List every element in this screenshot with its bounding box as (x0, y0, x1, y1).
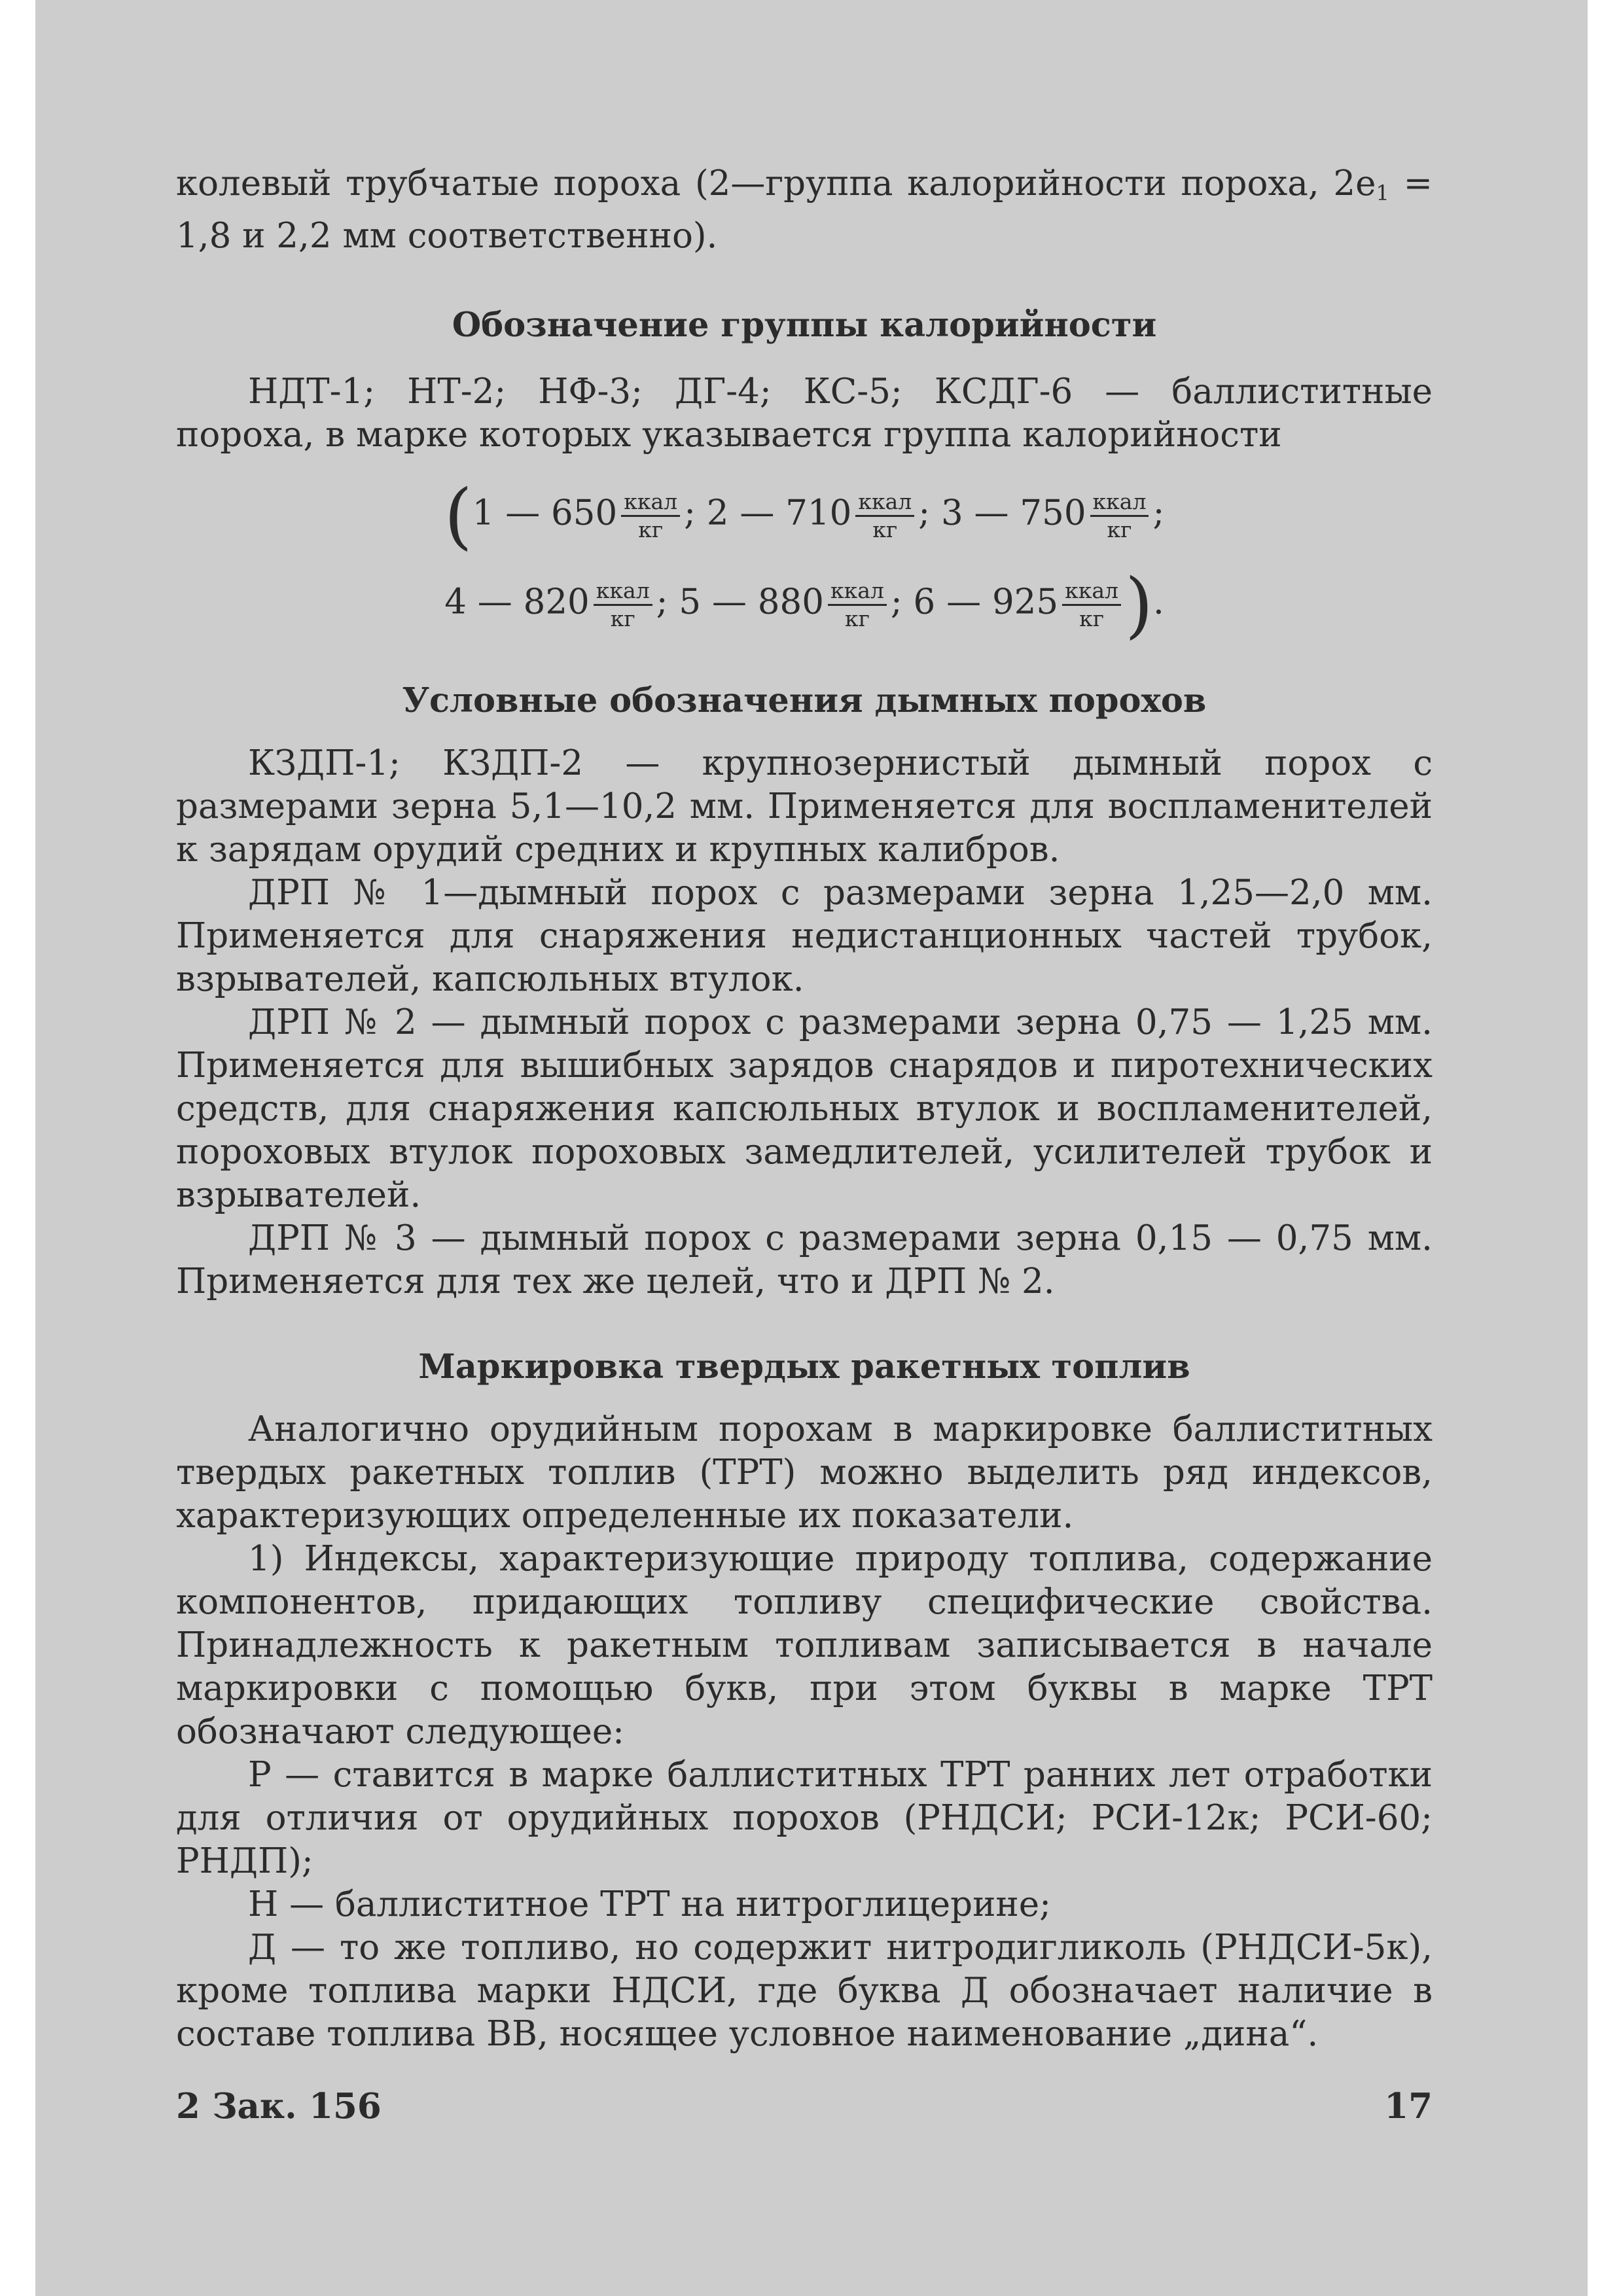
print-order-mark: 2 Зак. 156 (176, 2086, 382, 2127)
formula-term: ; 6 — 925 (890, 582, 1059, 622)
formula-term: ; (1152, 493, 1165, 533)
page-number: 17 (1384, 2086, 1433, 2127)
formula-term: ; 2 — 710 (684, 493, 852, 533)
paragraph: Д — то же топливо, но содержит нитродигликоль (РНДСИ-5к), кроме топлива марки НДСИ, где буква Д обозначает наличие в составе топлива ВВ, носящее условное наименование „дина“. (176, 1928, 1433, 2054)
paragraph: Аналогично орудийным порохам в маркировке баллиститных твердых ракетных топлив (ТРТ) можно выделить ряд индексов, характеризующих определенные их показатели. (176, 1409, 1433, 1536)
paragraph: ДРП № 3 — дымный порох с размерами зерна 0,15 — 0,75 мм. Применяется для тех же целей, что и ДРП № 2. (176, 1218, 1433, 1301)
unit-fraction: $\frac{\text{ккал}}{кг}$ (828, 578, 887, 632)
unit-fraction: $\frac{\text{ккал}}{кг}$ (621, 489, 680, 543)
text-run: = 1,8 и 2,2 мм соответственно). (176, 164, 1433, 256)
text-run: колевый трубчатые пороха (2—группа калорийности пороха, 2e (176, 164, 1376, 203)
paragraph: ДРП № 1—дымный порох с размерами зерна 1,25—2,0 мм. Применяется для снаряжения недистанционных частей трубок, взрывателей, капсюльных втулок. (176, 873, 1433, 999)
section-heading: Маркировка твердых ракетных топлив (418, 1347, 1190, 1386)
unit-fraction: $\frac{\text{ккал}}{кг}$ (855, 489, 914, 543)
formula-term: ; 3 — 750 (918, 493, 1086, 533)
unit-fraction: $\frac{\text{ккал}}{кг}$ (1062, 578, 1121, 632)
section-heading: Условные обозначения дымных порохов (402, 681, 1207, 720)
section-heading: Обозначение группы калорийности (452, 306, 1157, 345)
paragraph-continuation (176, 162, 1433, 258)
paragraph: НДТ-1; НТ-2; НФ-3; ДГ-4; КС-5; КСДГ-6 — баллиститные пороха, в марке которых указывается группа калорийности (176, 372, 1433, 455)
paragraph: ДРП № 2 — дымный порох с размерами зерна 0,75 — 1,25 мм. Применяется для вышибных зарядов снарядов и пиротехнических средств, для снаряжения капсюльных втулок и воспламенителей, пороховых втулок пороховых замедлителей, усилителей трубок и взрывателей. (176, 1002, 1433, 1215)
book-page (35, 0, 1588, 2296)
formula-term: 4 — 820 (444, 582, 590, 622)
page-content (176, 162, 1433, 2056)
formula-term: ; 5 — 880 (656, 582, 824, 622)
unit-fraction: $\frac{\text{ккал}}{кг}$ (594, 578, 652, 632)
paragraph: 1) Индексы, характеризующие природу топлива, содержание компонентов, придающих топливу специфические свойства. Принадлежность к ракетным топливам записывается в начале маркировки с помощью букв, при этом буквы в марке ТРТ обозначают следующее: (176, 1539, 1433, 1752)
formula-term: 1 — 650 (472, 493, 618, 533)
unit-fraction: $\frac{\text{ккал}}{кг}$ (1090, 489, 1149, 543)
paragraph: Р — ставится в марке баллиститных ТРТ ранних лет отработки для отличия от орудийных порохов (РНДСИ; РСИ-12к; РСИ-60; РНДП); (176, 1755, 1433, 1881)
formula-line-1: (1 — 650 $\frac{\text{ккал}}{кг}$ ; 2 — 710 $\frac{\text{ккал}}{кг}$ ; 3 — 750 $\frac{\text{ккал}}{кг}$ ; (444, 474, 1165, 557)
formula-term: . (1152, 582, 1164, 622)
formula-line-2: 4 — 820 $\frac{\text{ккал}}{кг}$ ; 5 — 880 $\frac{\text{ккал}}{кг}$ ; 6 — 925 $\frac{\text{ккал}}{кг}$ ). (444, 563, 1164, 646)
paragraph: КЗДП-1; КЗДП-2 — крупнозернистый дымный порох с размерами зерна 5,1—10,2 мм. Применяется для воспламенителей к зарядам орудий средних и крупных калибров. (176, 743, 1433, 870)
paragraph: Н — баллиститное ТРТ на нитроглицерине; (248, 1884, 1051, 1924)
subscript: 1 (1376, 181, 1389, 205)
